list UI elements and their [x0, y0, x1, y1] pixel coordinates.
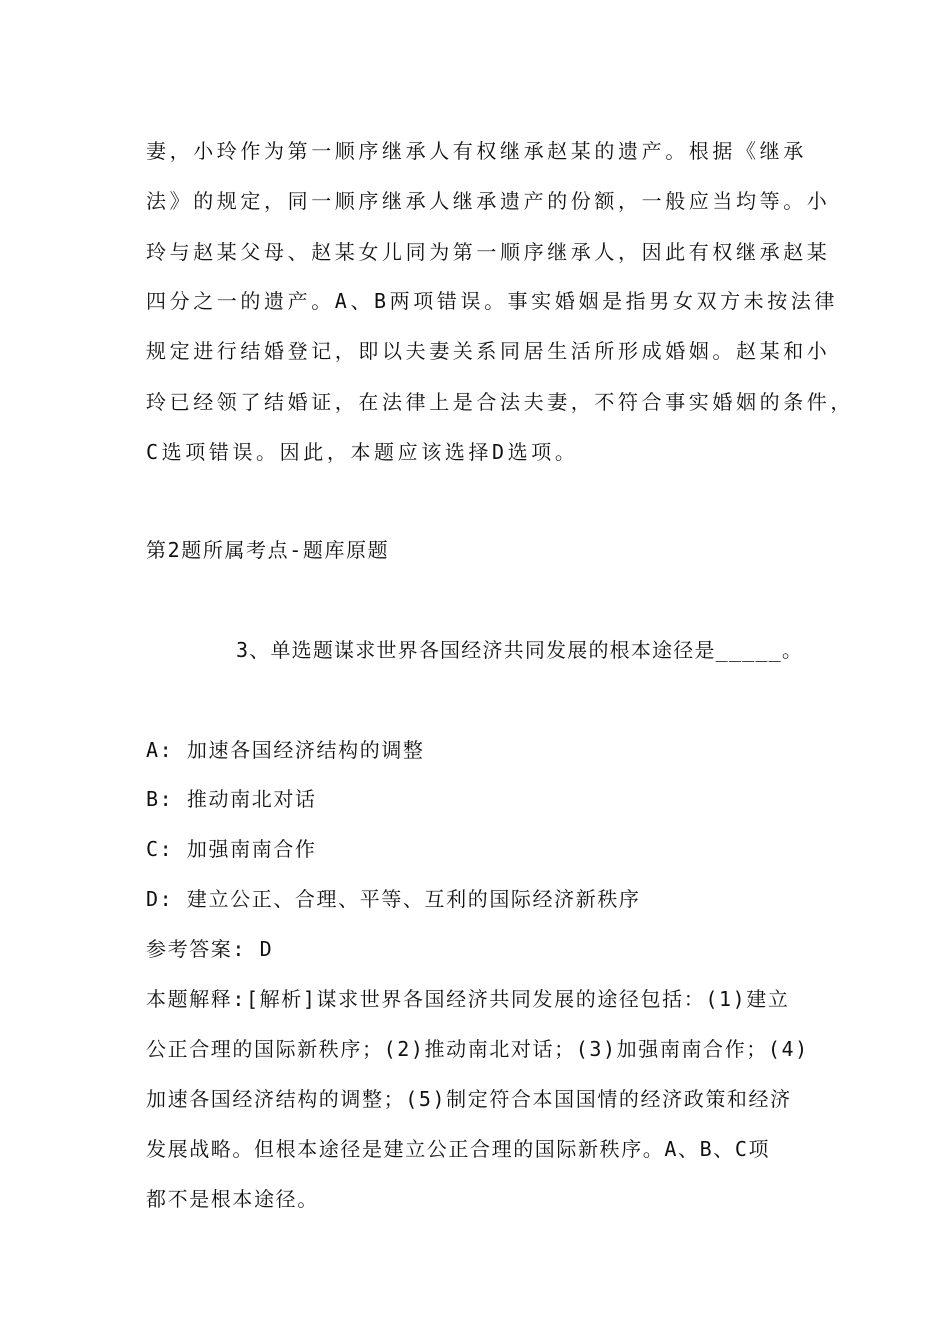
text-line: 发展战略。但根本途径是建立公正合理的国际新秩序。A、B、C项: [146, 1137, 771, 1161]
option-b: B: 推动南北对话: [146, 787, 317, 811]
text-line: 法》的规定，同一顺序继承人继承遗产的份额，一般应当均等。小: [146, 189, 831, 213]
text-line: 四分之一的遗产。A、B两项错误。事实婚姻是指男女双方未按法律: [146, 289, 839, 313]
text-line: 玲已经领了结婚证，在法律上是合法夫妻，不符合事实婚姻的条件，: [146, 390, 854, 414]
text-line: 本题解释:[解析]谋求世界各国经济共同发展的途径包括：(1)建立: [146, 987, 790, 1011]
option-a: A: 加速各国经济结构的调整: [146, 738, 425, 762]
text-line: 公正合理的国际新秩序；(2)推动南北对话；(3)加强南南合作；(4): [146, 1037, 809, 1061]
reference-answer: 参考答案: D: [146, 937, 274, 961]
question-text: 3、单选题谋求世界各国经济共同发展的根本途径是_____。: [236, 638, 804, 662]
text-line: 加速各国经济结构的调整；(5)制定符合本国国情的经济政策和经济: [146, 1087, 792, 1111]
text-line: 妻，小玲作为第一顺序继承人有权继承赵某的遗产。根据《继承: [146, 139, 807, 163]
option-c: C: 加强南南合作: [146, 837, 317, 861]
text-line: C选项错误。因此，本题应该选择D选项。: [146, 440, 579, 464]
text-line: 都不是根本途径。: [146, 1187, 319, 1211]
text-line: 规定进行结婚登记，即以夫妻关系同居生活所形成婚姻。赵某和小: [146, 339, 831, 363]
text-line: 玲与赵某父母、赵某女儿同为第一顺序继承人，因此有权继承赵某: [146, 240, 831, 264]
option-d: D: 建立公正、合理、平等、互利的国际经济新秩序: [146, 887, 641, 911]
section-label: 第2题所属考点-题库原题: [146, 538, 390, 562]
